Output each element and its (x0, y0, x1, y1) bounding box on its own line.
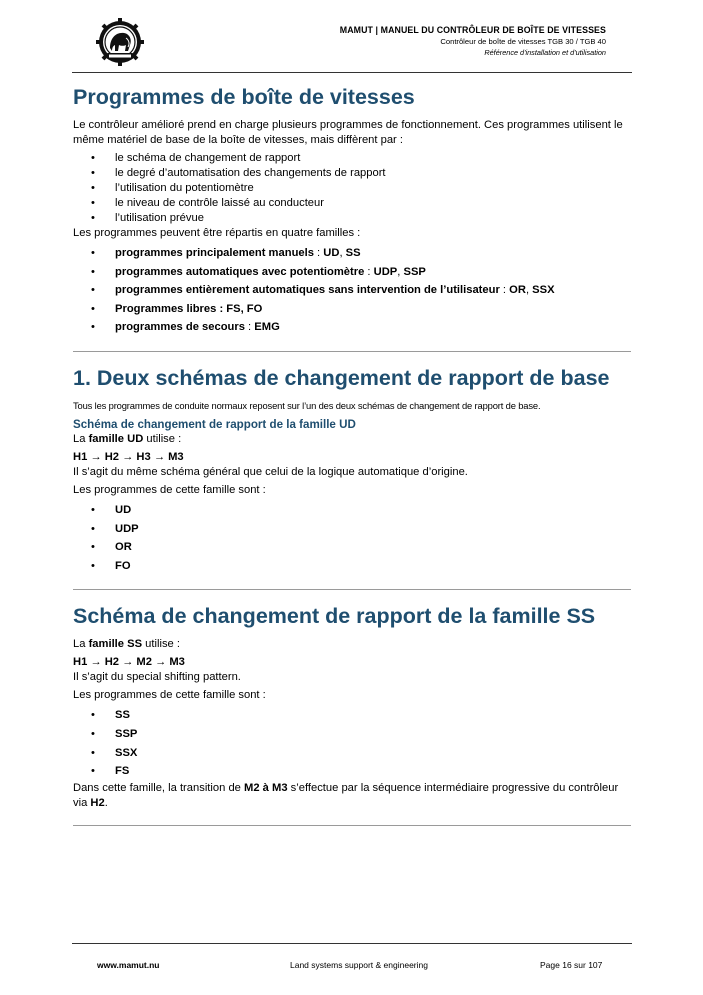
list-item: • SSP (73, 725, 631, 744)
list-item: • FS (73, 762, 631, 781)
ud-programs-list (73, 501, 631, 575)
list-item: • programmes principalement manuels : UD, SS (73, 244, 631, 263)
page-content (73, 84, 631, 839)
header-subtitle: Contrôleur de boîte de vitesses TGB 30 / TGB 40 (440, 37, 606, 46)
header-rule (72, 72, 632, 73)
list-item: • le schéma de changement de rapport (73, 151, 631, 166)
list-item: • programmes automatiques avec potentiomètre : UDP, SSP (73, 263, 631, 282)
footer-tagline: Land systems support & engineering (290, 960, 428, 970)
footer-website: www.mamut.nu (97, 960, 160, 970)
section-divider (73, 351, 631, 352)
list-item: • le niveau de contrôle laissé au conducteur (73, 196, 631, 211)
ss-programs-intro: Les programmes de cette famille sont : (73, 689, 266, 702)
ud-programs-intro: Les programmes de cette famille sont : (73, 483, 266, 496)
programmes-criteria-list (73, 151, 631, 226)
ss-sequence: H1 → H2 → M2 → M3 (73, 656, 185, 669)
list-item: • le degré d’automatisation des changements de rapport (73, 166, 631, 181)
list-item: • Programmes libres : FS, FO (73, 300, 631, 319)
section-title-programmes: Programmes de boîte de vitesses (73, 85, 415, 109)
ud-description: Il s’agit du même schéma général que celui de la logique automatique d’origine. (73, 465, 468, 478)
ss-uses: La famille SS utilise : (73, 638, 180, 651)
header-subtitle-2: Référence d'installation et d'utilisation (484, 48, 606, 57)
ss-transition-note: Dans cette famille, la transition de M2 à M3 s’effectue par la séquence intermédiaire progressive du contrôleur via H2. (73, 781, 619, 809)
section-divider (73, 589, 631, 590)
families-intro: Les programmes peuvent être répartis en quatre familles : (73, 227, 361, 239)
list-item: • l’utilisation prévue (73, 211, 631, 226)
page-header (72, 18, 632, 73)
list-item: • SS (73, 706, 631, 725)
schemas-intro: Tous les programmes de conduite normaux reposent sur l’un des deux schémas de changement de rapport de base. (73, 399, 541, 411)
subsection-title-ud: Schéma de changement de rapport de la famille UD (73, 417, 356, 431)
list-item: • FO (73, 557, 631, 576)
list-item: • UDP (73, 520, 631, 539)
section-divider (73, 825, 631, 826)
families-list (73, 244, 631, 337)
footer-rule (72, 943, 632, 944)
ss-description: Il s’agit du special shifting pattern. (73, 671, 241, 684)
ud-sequence: H1 → H2 → H3 → M3 (73, 450, 184, 463)
list-item: • l’utilisation du potentiomètre (73, 181, 631, 196)
section-title-ss-family: Schéma de changement de rapport de la famille SS (73, 604, 596, 629)
header-text (340, 25, 606, 57)
mamut-gear-emblem-icon (96, 18, 144, 66)
list-item: • programmes entièrement automatiques sans intervention de l’utilisateur : OR, SSX (73, 281, 631, 300)
list-item: • UD (73, 501, 631, 520)
list-item: • programmes de secours : EMG (73, 318, 631, 337)
ud-uses: La famille UD utilise : (73, 432, 182, 445)
section-title-schemas: 1. Deux schémas de changement de rapport de base (73, 365, 610, 390)
list-item: • OR (73, 538, 631, 557)
header-title: MAMUT | MANUEL DU CONTRÔLEUR DE BOÎTE DE VITESSES (339, 25, 606, 35)
ss-programs-list (73, 706, 631, 780)
list-item: • SSX (73, 744, 631, 763)
footer-page-number: Page 16 sur 107 (540, 960, 603, 970)
programmes-intro: Le contrôleur amélioré prend en charge plusieurs programmes de fonctionnement. Ces programmes utilisent le même matériel de base de la boîte de vitesses, mais diffèrent par : (73, 119, 623, 146)
